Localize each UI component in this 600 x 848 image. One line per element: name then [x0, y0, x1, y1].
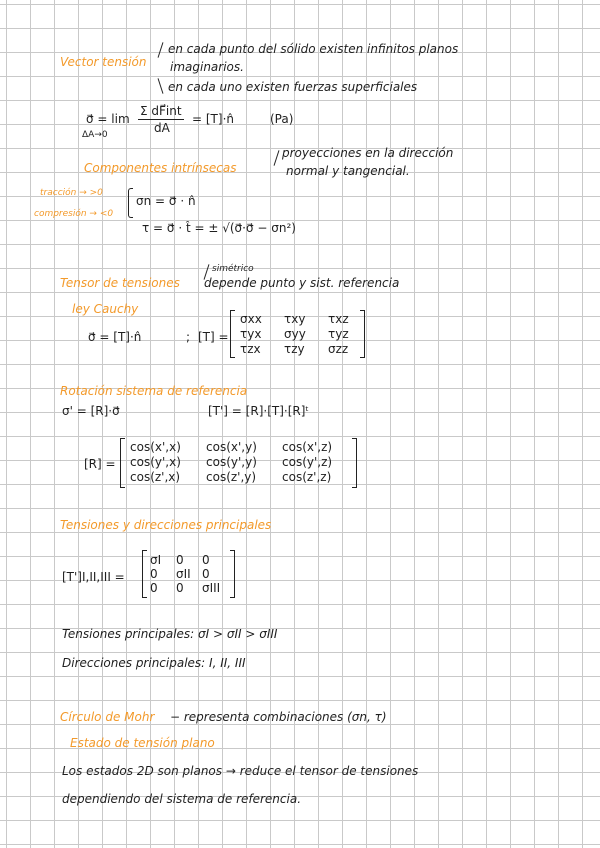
principal-matrix-cell: 0 [202, 553, 210, 567]
tau-formula: τ = σ⃗ · t̂ = ± √(σ⃗·σ⃗ − σn²) [142, 221, 296, 235]
direcciones-principales: Direcciones principales: I, II, III [62, 656, 246, 670]
rotation-matrix-cell: cos(y',y) [206, 455, 257, 469]
principal-matrix-cell: 0 [150, 567, 158, 581]
rotation-matrix-cell: cos(z',z) [282, 470, 332, 484]
estado-plano-title: Estado de tensión plano [70, 736, 215, 750]
matrix-bracket-left [142, 550, 147, 598]
principal-matrix-cell: σI [150, 553, 162, 567]
componentes-title: Componentes intrínsecas [84, 161, 237, 175]
vector-tension-line1: en cada punto del sólido existen infinitos planos [168, 42, 459, 56]
rotation-matrix-cell: cos(z',y) [206, 470, 257, 484]
principal-matrix-cell: σII [176, 567, 191, 581]
principal-matrix-cell: 0 [150, 581, 158, 595]
rotacion-eq1: σ' = [R]·σ⃗ [62, 404, 120, 418]
formula-numerator: Σ dF⃗int [140, 104, 182, 118]
matrix-bracket-left [230, 310, 235, 358]
rotation-matrix-cell: cos(x',z) [282, 440, 333, 454]
mohr-desc: − representa combinaciones (σn, τ) [170, 710, 387, 724]
mohr-title: Círculo de Mohr [60, 710, 155, 724]
principal-matrix-cell: 0 [176, 581, 184, 595]
componentes-desc1: proyecciones en la dirección [282, 146, 454, 160]
formula-limit: ΔA→0 [82, 130, 108, 140]
vector-tension-line2: en cada uno existen fuerzas superficiales [168, 80, 418, 94]
vector-tension-line1b: imaginarios. [170, 60, 244, 74]
bracket-mark [158, 78, 164, 94]
rotation-matrix-cell: cos(x',x) [130, 440, 181, 454]
matrix-bracket-right [360, 310, 365, 358]
matrix-bracket-right [230, 550, 235, 598]
sigma-n-formula: σn = σ⃗ · n̂ [136, 194, 196, 208]
rotation-matrix-cell: cos(y',z) [282, 455, 333, 469]
tensor-matrix-cell: σyy [284, 327, 306, 341]
bracket-mark [158, 42, 164, 58]
tensor-note2: depende punto y sist. referencia [204, 276, 400, 290]
rotation-matrix-cell: cos(z',x) [130, 470, 181, 484]
formula-unit: (Pa) [270, 112, 294, 126]
brace [128, 188, 133, 218]
formula-denominator: dA [154, 121, 170, 135]
rotacion-eq2: [T'] = [R]·[T]·[R]ᵗ [208, 404, 309, 418]
componentes-desc2: normal y tangencial. [286, 164, 410, 178]
tensor-note1: simétrico [212, 264, 254, 274]
fraction-bar [138, 119, 184, 120]
vector-tension-title: Vector tensión [60, 55, 147, 69]
principal-T-label: [T']I,II,III = [62, 570, 125, 584]
rotation-matrix-cell: cos(y',x) [130, 455, 181, 469]
ley-cauchy-title: ley Cauchy [72, 302, 139, 316]
tensor-matrix-cell: σzz [328, 342, 349, 356]
rotacion-title: Rotación sistema de referencia [60, 384, 248, 398]
principal-matrix-cell: 0 [202, 567, 210, 581]
matrix-bracket-left [120, 438, 125, 488]
tensor-matrix-cell: τxy [284, 312, 306, 326]
tensor-matrix-cell: τyx [240, 327, 262, 341]
rotation-R-label: [R] = [84, 457, 116, 471]
tensor-matrix-cell: τyz [328, 327, 349, 341]
principal-matrix-cell: 0 [176, 553, 184, 567]
mohr-line1: Los estados 2D son planos → reduce el tensor de tensiones [62, 764, 419, 778]
cauchy-formula: σ⃗ = [T]·n̂ [88, 330, 142, 344]
traccion-label: tracción → >0 [40, 188, 103, 198]
tensor-matrix-cell: τzy [284, 342, 305, 356]
bracket-mark [274, 150, 280, 166]
tensor-matrix-cell: τzx [240, 342, 261, 356]
tensor-T-label: [T] = [198, 330, 229, 344]
mohr-line2: dependiendo del sistema de referencia. [62, 792, 302, 806]
rotation-matrix-cell: cos(x',y) [206, 440, 257, 454]
tensor-title: Tensor de tensiones [60, 276, 180, 290]
tensor-matrix-cell: τxz [328, 312, 349, 326]
compresion-label: compresión → <0 [34, 209, 114, 219]
tensor-matrix-cell: σxx [240, 312, 262, 326]
formula-left: σ⃗ = lim [86, 112, 130, 126]
semicolon: ; [186, 330, 191, 344]
principales-title: Tensiones y direcciones principales [60, 518, 272, 532]
principal-matrix-cell: σIII [202, 581, 221, 595]
matrix-bracket-right [352, 438, 357, 488]
tensiones-principales: Tensiones principales: σI > σII > σIII [62, 627, 278, 641]
formula-right: = [T]·n̂ [192, 112, 234, 126]
